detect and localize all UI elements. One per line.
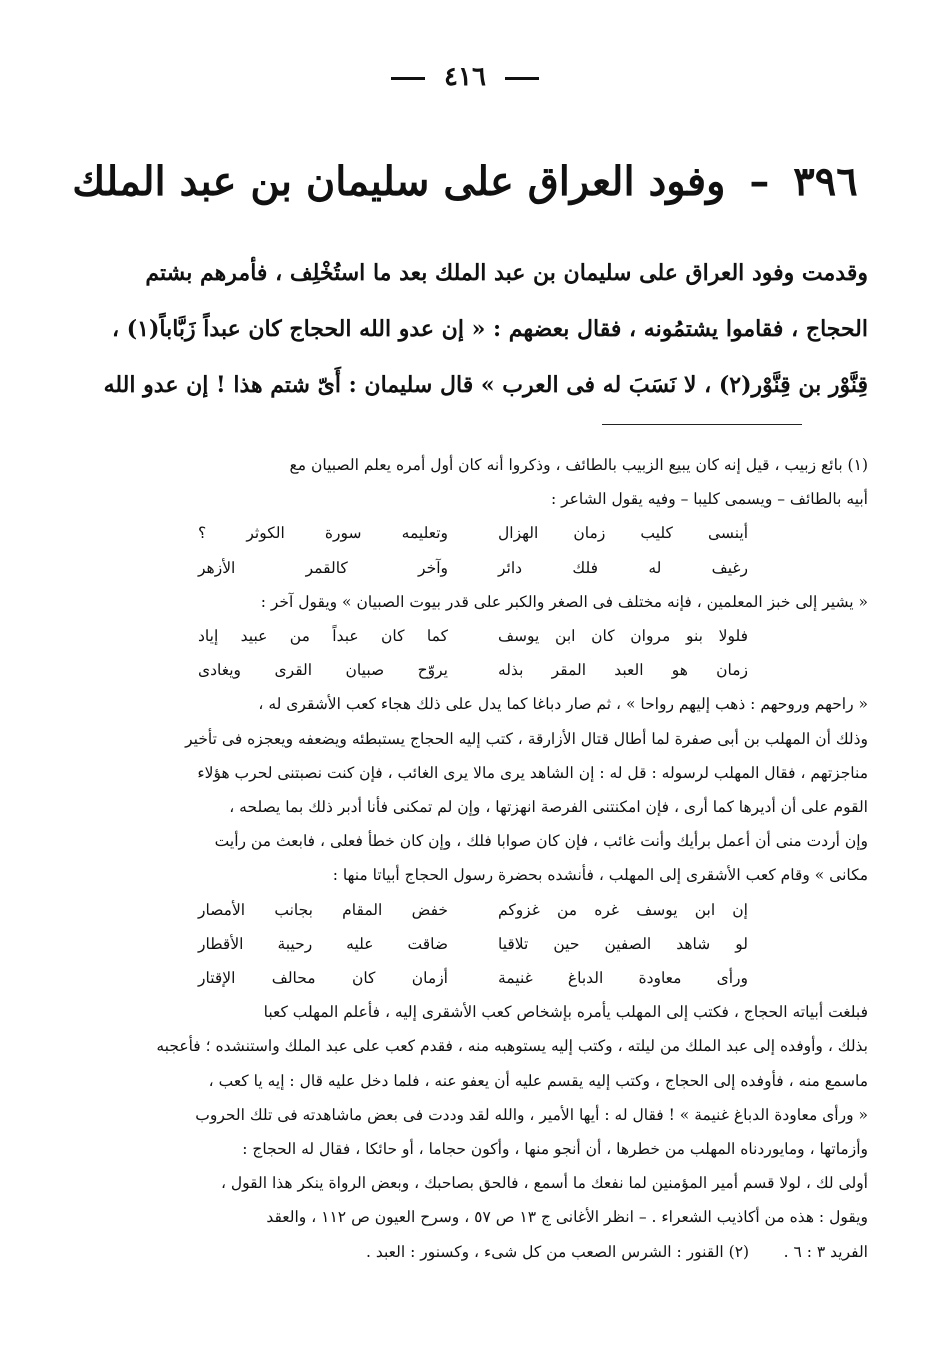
poem-verse <box>60 551 868 585</box>
poem-hemistich-first: لو شاهد الصفين حين تلاقيا <box>498 934 748 953</box>
footnote-line: وإن أردت منى أن أعمل برأيك وأنت غائب ، فإن كان صوابا فلك ، وإن كان خطأ فعلى ، فابعث من رأيت <box>214 832 868 851</box>
page-number-value: ٤١٦ <box>444 62 486 92</box>
footnote-line: « يشير إلى خبز المعلمين ، فإنه مختلف فى الصغر والكبر على قدر بيوت الصبيان » ويقول آخر : <box>260 592 868 611</box>
main-text-line: الحجاج ، فقاموا يشتمُونه ، فقال بعضهم : « إن عدو الله الحجاج كان عبداً زَبَّاباً(١) ، <box>111 316 868 342</box>
footnotes <box>60 448 868 1269</box>
footnote-line: القوم على أن أديرها كما أرى ، فإن امكنتنى الفرصة انهزتها ، وإن لم تمكنى فأنا أدبر ذلك بما يصلحه ، <box>229 797 868 816</box>
page-number <box>0 62 930 92</box>
footnote-line: أولى لك ، لولا قسم أمير المؤمنين لما نفعك ما أسمع ، فالحق بصاحبك ، وبعض الرواة ينكر هذا القول ، <box>220 1174 868 1193</box>
footnote-line: مكانى » وقام كعب الأشقرى إلى المهلب ، فأنشده بحضرة رسول الحجاج أبياتا منها : <box>332 866 868 885</box>
section-number: ٣٩٦ <box>793 158 858 205</box>
footnote-reference-end: الفريد ٣ : ٦ . <box>783 1242 868 1261</box>
page-number-dash-left <box>391 77 425 80</box>
footnote-2: (٢) القنور : الشرس الصعب من كل شىء ، وكسنور : العبد . <box>366 1242 750 1261</box>
poem-2 <box>60 619 868 687</box>
section-title-text: وفود العراق على سليمان بن عبد الملك <box>72 158 726 205</box>
footnote-line: فبلغت أبياته الحجاج ، فكتب إلى المهلب يأمره بإشخاص كعب الأشقرى إليه ، فأعلم المهلب كعبا <box>263 1003 868 1022</box>
page-number-dash-right <box>505 77 539 80</box>
footnote-line: (١) بائع زبيب ، قيل إنه كان يبيع الزبيب بالطائف ، وذكروا أنه كان أول أمره يعلم الصبيان مع <box>289 456 868 474</box>
poem-hemistich-second: ضاقت عليه رحيبة الأقطار <box>198 934 448 953</box>
footnote-line: وذلك أن المهلب بن أبى صفرة لما أطال قتال الأزارقة ، كتب إليه الحجاج يستبطئه ويضعفه ويعجزه فى تأخير <box>185 729 868 748</box>
poem-hemistich-first: رغيف له فلك دائر <box>498 558 748 577</box>
footnote-line: بذلك ، وأوفده إلى عبد الملك من ليلته ، وكتب إليه يستوهبه منه ، فقدم كعب على عبد الملك واستنشده ؛ فأعجبه <box>156 1037 868 1056</box>
poem-hemistich-first: ورأى معاودة الدباغ غنيمة <box>498 968 748 987</box>
footnote-line: ويقول : هذه من أكاذيب الشعراء . – انظر الأغانى ج ١٣ ص ٥٧ ، وسرح العيون ص ١١٢ ، والعقد <box>266 1208 868 1227</box>
footnote-last-line <box>60 1235 868 1269</box>
footnote-line: « راحهم وروحهم : ذهب إليهم رواحا » ، ثم صار دباغا كما يدل على ذلك هجاء كعب الأشقرى له ، <box>258 695 868 714</box>
footnote-line: « ورأى معاودة الدباغ غنيمة » ! فقال له : أيها الأمير ، والله لقد وددت فى بعض ماشاهدته فى تلك الحروب <box>195 1105 868 1124</box>
poem-hemistich-second: أزمان كان محالف الإقتار <box>198 968 448 987</box>
section-separator: – <box>749 158 770 205</box>
main-text-line: وقدمت وفود العراق على سليمان بن عبد الملك بعد ما استُخْلِف ، فأمرهم بشتم <box>145 260 868 286</box>
poem-hemistich-first: فلولا بنو مروان كان ابن يوسف <box>498 626 748 645</box>
poem-hemistich-first: أينسى كليب زمان الهزال <box>498 524 748 543</box>
poem-verse <box>60 927 868 961</box>
poem-hemistich-second: خفض المقام بجانب الأمصار <box>198 900 448 919</box>
poem-verse <box>60 619 868 653</box>
poem-hemistich-second: يروّح صبيان القرى ويغادى <box>198 661 448 680</box>
main-text-line: قِنَّوْر بن قِنَّوْر(٢) ، لا نَسَبَ له فى العرب » قال سليمان : أَىّ شتم هذا ! إن عدو الله <box>103 372 868 398</box>
poem-hemistich-second: وتعليمه سورة الكوثر ؟ <box>198 524 448 543</box>
poem-hemistich-first: إن ابن يوسف غره من غزوكم <box>498 900 748 919</box>
section-title <box>0 152 930 212</box>
footnote-line: ماسمع منه ، فأوفده إلى الحجاج ، وكتب إليه يقسم عليه أن يعفو عنه ، فلما دخل عليه قال : إيه يا كعب ، <box>208 1071 868 1090</box>
footnote-divider <box>602 424 802 425</box>
poem-hemistich-second: كما كان عبداً من عبيد إياد <box>198 626 448 645</box>
poem-hemistich-first: زمان هو العبد المقر بذله <box>498 661 748 680</box>
poem-verse <box>60 893 868 927</box>
main-text <box>60 245 868 413</box>
poem-verse <box>60 516 868 550</box>
footnote-line: وأزماتها ، ومايوردناه المهلب من خطرها ، أن أنجو منها ، وأكون حجاما ، أو حائكا ، فقال له الحجاج : <box>242 1139 868 1158</box>
footnote-line: أبيه بالطائف – ويسمى كليبا – وفيه يقول الشاعر : <box>550 490 868 509</box>
poem-verse <box>60 653 868 687</box>
footnote-line: مناجزتهم ، فقال المهلب لرسوله : قل له : إن الشاهد يرى مالا يرى الغائب ، فإن كنت نصبتنى لحرب هؤلاء <box>197 763 868 782</box>
poem-3 <box>60 893 868 996</box>
poem-1 <box>60 516 868 584</box>
poem-hemistich-second: وآخر كالقمر الأزهر <box>198 558 448 577</box>
poem-verse <box>60 961 868 995</box>
